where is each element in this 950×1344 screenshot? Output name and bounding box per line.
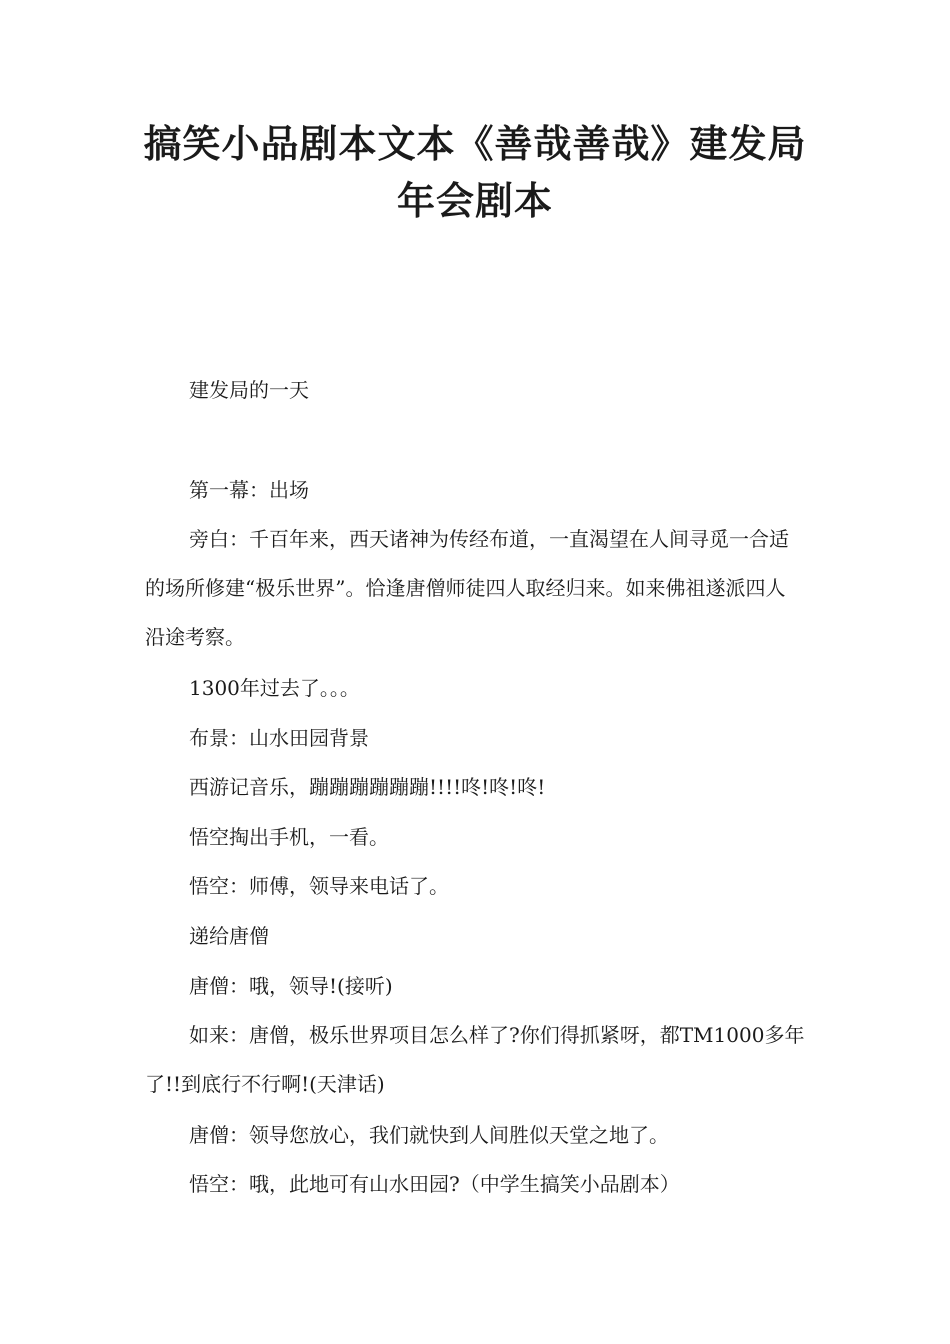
- paragraph-9: 递给唐僧: [189, 924, 269, 948]
- document-title: [120, 116, 830, 230]
- paragraph-2: 第一幕：出场: [189, 478, 309, 502]
- paragraph-6: 西游记音乐，蹦蹦蹦蹦蹦蹦!!!!咚!咚!咚!: [189, 775, 546, 799]
- paragraph-10: 唐僧：哦，领导!(接听): [189, 974, 393, 998]
- paragraph-3: 旁白：千百年来，西天诸神为传经布道，一直渴望在人间寻觅一合适的场所修建“极乐世界”。恰逢唐僧师徒四人取经归来。如来佛祖遂派四人沿途考察。: [145, 527, 789, 649]
- paragraph-8: 悟空：师傅，领导来电话了。: [189, 874, 449, 898]
- paragraph-7: 悟空掏出手机，一看。: [189, 825, 389, 849]
- paragraph-11: 如来：唐僧，极乐世界项目怎么样了?你们得抓紧呀，都TM1000多年了!!到底行不行啊!(天津话): [145, 1023, 805, 1096]
- title-line-1: 搞笑小品剧本文本《善哉善哉》建发局: [143, 122, 807, 166]
- paragraph-1: 建发局的一天: [189, 378, 309, 402]
- title-line-2: 年会剧本: [396, 179, 553, 223]
- paragraph-12: 唐僧：领导您放心，我们就快到人间胜似天堂之地了。: [189, 1123, 669, 1147]
- paragraph-4: 1300年过去了。。。: [189, 676, 360, 700]
- paragraph-13: 悟空：哦，此地可有山水田园?（中学生搞笑小品剧本）: [189, 1172, 680, 1196]
- paragraph-5: 布景：山水田园背景: [189, 726, 369, 750]
